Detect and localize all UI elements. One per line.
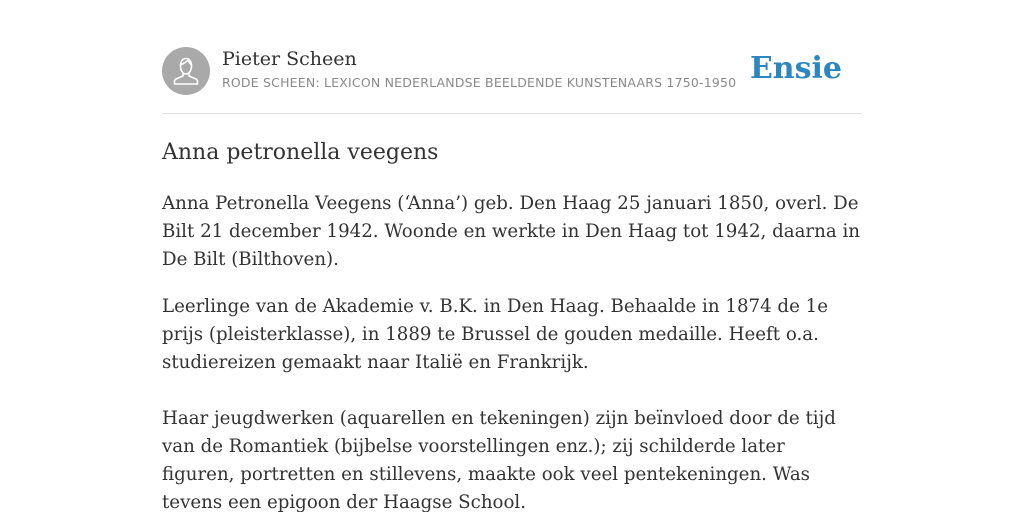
header-divider bbox=[162, 113, 862, 114]
article-paragraph: Leerlinge van de Akademie v. B.K. in Den Haag. Behaalde in 1874 de 1e prijs (pleisterklasse), in 1889 te Brussel de gouden medaille. Heeft o.a. studiereizen gemaakt naar Italië en Frankrijk. bbox=[162, 296, 828, 373]
article-paragraph: Anna Petronella Veegens (‘Anna’) geb. Den Haag 25 januari 1850, overl. De Bilt 21 december 1942. Woonde en werkte in Den Haag tot 1942, daarna in De Bilt (Bilthoven). bbox=[162, 193, 860, 270]
user-silhouette-icon bbox=[162, 47, 210, 95]
source-name[interactable]: RODE SCHEEN: LEXICON NEDERLANDSE BEELDENDE KUNSTENAARS 1750-1950 bbox=[222, 75, 737, 90]
article-paragraph: Haar jeugdwerken (aquarellen en tekeningen) zijn beïnvloed door de tijd van de Romantiek (bijbelse voorstellingen enz.); zij schilderde later figuren, portretten en stillevens, maakte ook veel pentekeningen. Was tevens een epigoon der Haagse School. bbox=[162, 408, 836, 512]
author-header bbox=[162, 47, 862, 113]
article-title: Anna petronella veegens bbox=[162, 140, 439, 165]
author-name[interactable]: Pieter Scheen bbox=[222, 48, 357, 70]
author-avatar[interactable] bbox=[162, 47, 210, 95]
ensie-logo[interactable]: Ensie bbox=[749, 51, 842, 86]
